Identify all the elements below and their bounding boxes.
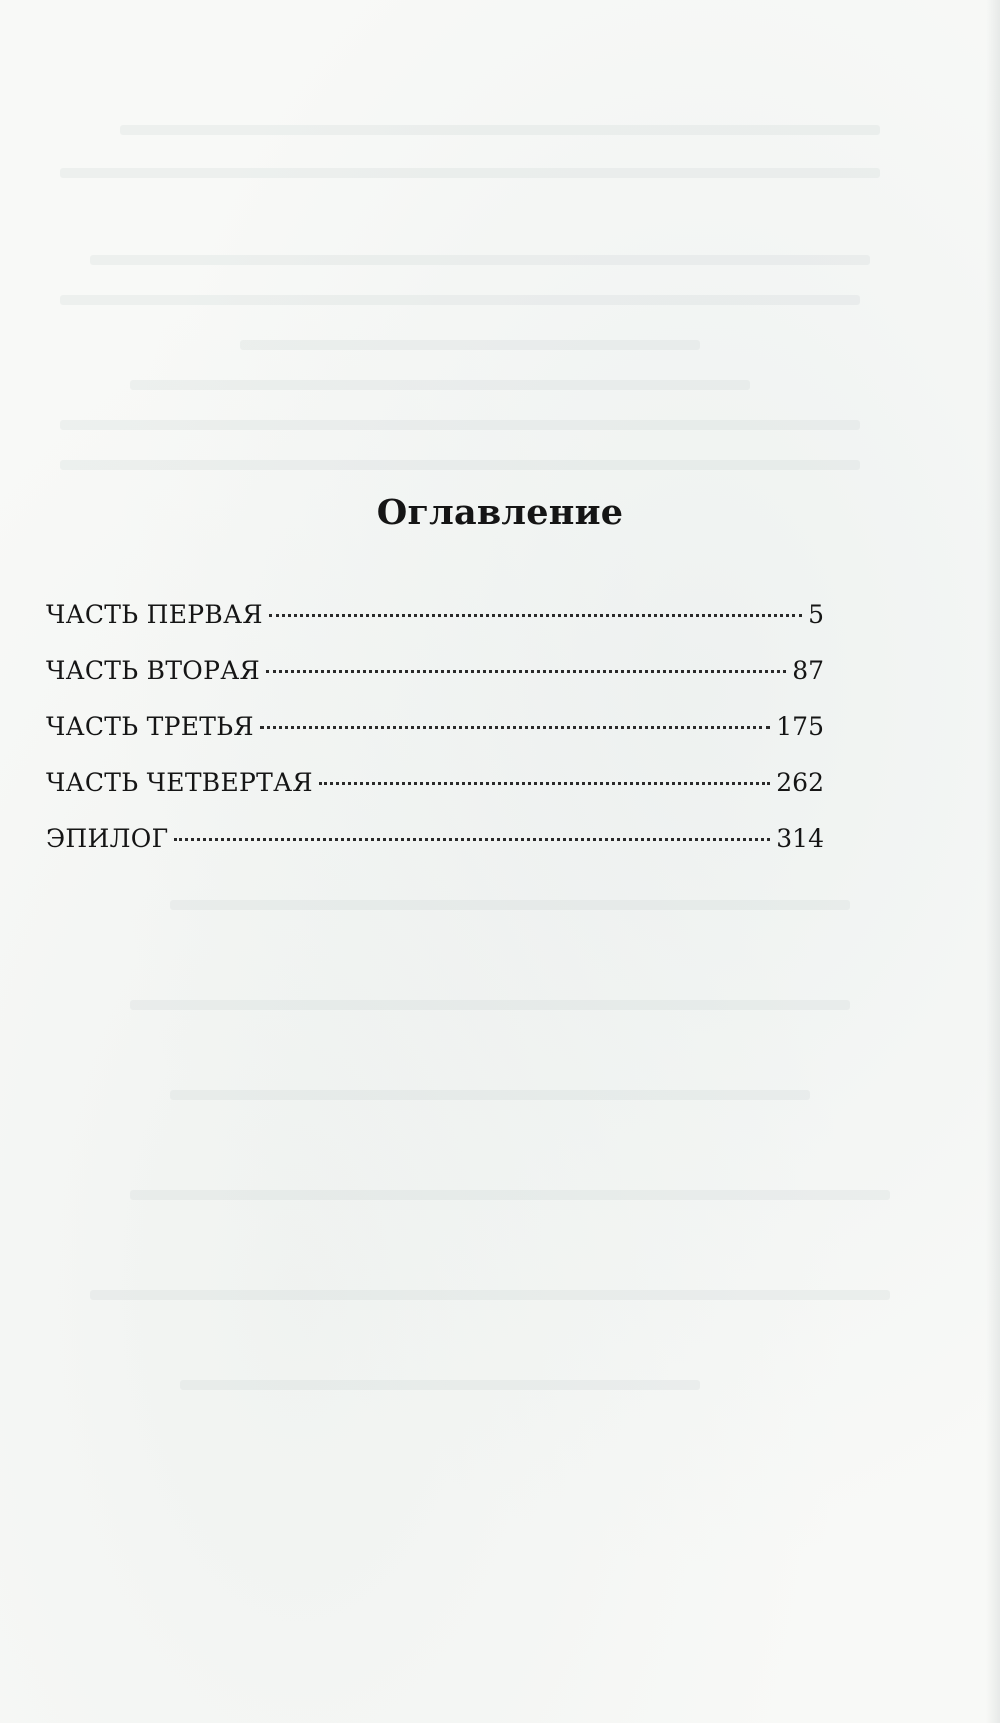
toc-leader-dots <box>260 726 770 729</box>
bleed-through-texture <box>240 340 700 350</box>
bleed-through-texture <box>90 255 870 265</box>
bleed-through-texture <box>180 1380 700 1390</box>
toc-entry-page-number: 5 <box>808 600 824 629</box>
toc-entry-part-3 <box>46 712 824 768</box>
toc-entry-label: ЧАСТЬ ПЕРВАЯ <box>46 600 263 629</box>
bleed-through-texture <box>170 1090 810 1100</box>
bleed-through-texture <box>60 295 860 305</box>
toc-entry-part-2 <box>46 656 824 712</box>
page-edge-shadow <box>986 0 1000 1723</box>
toc-entry-page-number: 87 <box>792 656 824 685</box>
toc-entry-page-number: 314 <box>776 824 824 853</box>
bleed-through-texture <box>170 900 850 910</box>
toc-entry-page-number: 175 <box>776 712 824 741</box>
toc-leader-dots <box>269 614 802 617</box>
toc-leader-dots <box>174 838 770 841</box>
toc-entry-epilogue <box>46 824 824 880</box>
bleed-through-texture <box>130 380 750 390</box>
bleed-through-texture <box>60 168 880 178</box>
bleed-through-texture <box>90 1290 890 1300</box>
page-title: Оглавление <box>376 492 624 533</box>
bleed-through-texture <box>130 1190 890 1200</box>
toc-entry-label: ЧАСТЬ ВТОРАЯ <box>46 656 260 685</box>
toc-entry-part-1 <box>46 600 824 656</box>
toc-entry-label: ЭПИЛОГ <box>46 824 169 853</box>
toc-leader-dots <box>266 670 786 673</box>
toc-entry-part-4 <box>46 768 824 824</box>
bleed-through-texture <box>60 420 860 430</box>
toc-entry-label: ЧАСТЬ ЧЕТВЕРТАЯ <box>46 768 313 797</box>
table-of-contents <box>46 600 824 880</box>
bleed-through-texture <box>120 125 880 135</box>
toc-leader-dots <box>319 782 770 785</box>
bleed-through-texture <box>60 460 860 470</box>
bleed-through-texture <box>130 1000 850 1010</box>
toc-entry-label: ЧАСТЬ ТРЕТЬЯ <box>46 712 254 741</box>
toc-entry-page-number: 262 <box>776 768 824 797</box>
